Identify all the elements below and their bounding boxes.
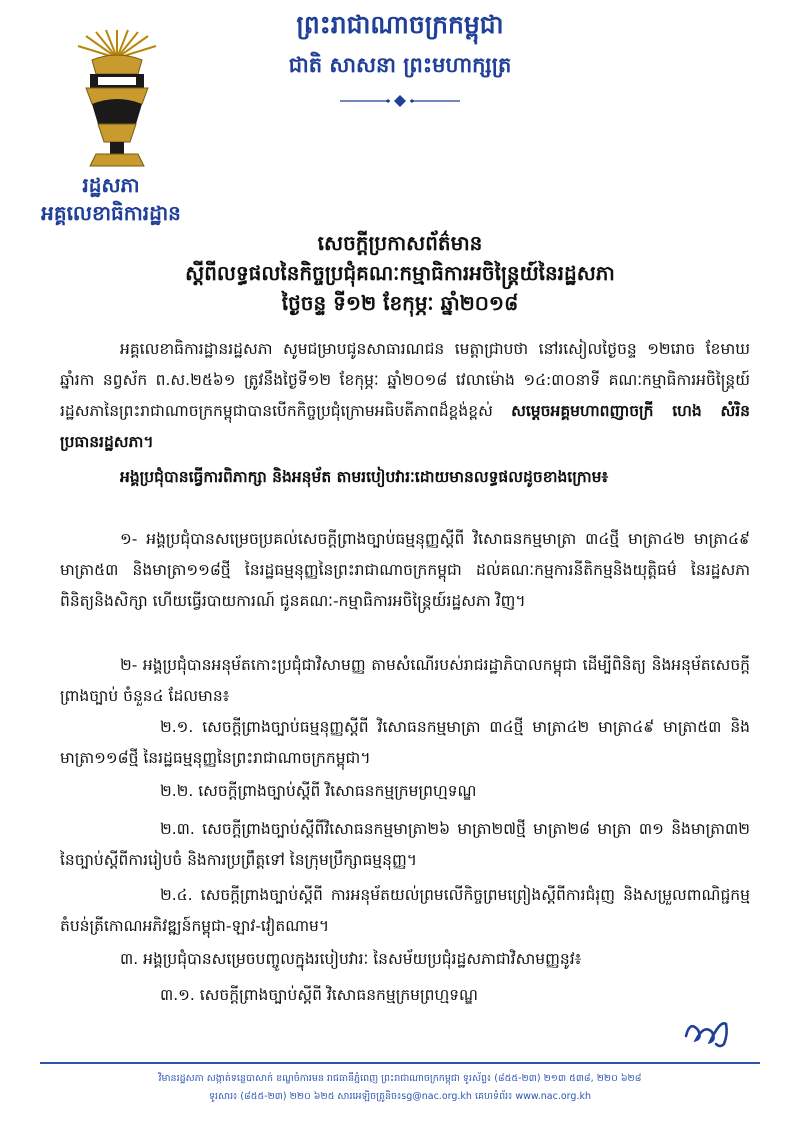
item-2-1: ២.១. សេចក្ដីព្រាងច្បាប់ធម្មនុញ្ញស្ដីពី វិសោធនកម្មមាត្រា ៣៤ថ្មី មាត្រា៤២ មាត្រា៤៩ មាត្រា៥៣ និងមាត្រា១១៨ថ្មី នៃរដ្ឋធម្មនុញ្ញនៃព្រះរាជាណាចក្រកម្ពុជា។ — [60, 718, 750, 767]
org-name: រដ្ឋសភា — [82, 173, 140, 197]
intro-paragraph — [60, 334, 750, 458]
item-2: ២- អង្គប្រជុំបានអនុម័តកោះប្រជុំជាវិសាមញ្ញ តាមសំណើរបស់រាជរដ្ឋាភិបាលកម្ពុជា ដើម្បីពិនិត្យ និងអនុម័តសេចក្ដីព្រាងច្បាប់ ចំនួន៤ ដែលមាន៖ — [60, 656, 750, 705]
item-2-3: ២.៣. សេចក្ដីព្រាងច្បាប់ស្ដីពីវិសោធនកម្មមាត្រា២៦ មាត្រា២៧ថ្មី មាត្រា២៨ មាត្រា ៣១ និងមាត្រា៣២ នៃច្បាប់ស្ដីពីការរៀបចំ និងការប្រព្រឹត្តទៅ នៃក្រុមប្រឹក្សាធម្មនុញ្ញ។ — [60, 820, 750, 869]
divider-ornament-icon — [336, 93, 464, 109]
intro-bold-text: សម្ដេចអគ្គមហាពញាចក្រី ហេង សំរិន ប្រធានរដ្ឋសភា។ — [60, 402, 751, 451]
lead-paragraph: អង្គប្រជុំបានធ្វើការពិភាក្សា និងអនុម័ត តាមរបៀបវារៈដោយមានលទ្ធផលដូចខាងក្រោម៖ — [120, 468, 609, 486]
document-subtitle: ស្ដីពីលទ្ធផលនៃកិច្ចប្រជុំគណៈកម្មាធិការអចិន្ត្រៃយ៍នៃរដ្ឋសភា — [185, 261, 615, 285]
item-1: ១- អង្គប្រជុំបានសម្រេចប្រគល់សេចក្ដីព្រាងច្បាប់ធម្មនុញ្ញស្ដីពី វិសោធនកម្មមាត្រា ៣៤ថ្មី មាត្រា៤២ មាត្រា៤៩ មាត្រា៥៣ និងមាត្រា១១៨ថ្មី នៃរដ្ឋធម្មនុញ្ញនៃព្រះរាជាណាចក្រកម្ពុជា ដល់គណៈកម្មការនីតិកម្មនិងយុត្តិធម៌ នៃរដ្ឋសភា ពិនិត្យនិងសិក្សា ហើយធ្វើរបាយការណ៍ ជូនគណៈ-កម្មាធិការអចិន្ត្រៃយ៍រដ្ឋសភា វិញ។ — [60, 530, 750, 610]
signature-icon — [680, 1010, 736, 1050]
item-3: ៣. អង្គប្រជុំបានសម្រេចបញ្ចូលក្នុងរបៀបវារៈ នៃសម័យប្រជុំរដ្ឋសភាជាវិសាមញ្ញនូវ៖ — [120, 950, 582, 968]
item-2-4: ២.៤. សេចក្ដីព្រាងច្បាប់ស្ដីពី ការអនុម័តយល់ព្រមលើកិច្ចព្រមព្រៀងស្ដីពីការជំរុញ និងសម្រួលពាណិជ្ជកម្មតំបន់ត្រីកោណអភិវឌ្ឍន៍កម្ពុជា-ឡាវ-វៀតណាម។ — [60, 886, 750, 935]
document-title: សេចក្ដីប្រកាសព័ត៌មាន — [317, 231, 483, 255]
item-3-1: ៣.១. សេចក្ដីព្រាងច្បាប់ស្ដីពី វិសោធនកម្មក្រមព្រហ្មទណ្ឌ — [160, 986, 478, 1004]
motto-heading: ជាតិ សាសនា ព្រះមហាក្សត្រ — [288, 53, 512, 77]
footer-address: វិមានរដ្ឋសភា សង្កាត់ទន្លេបាសាក់ ខណ្ឌចំការមន រាជធានីភ្នំពេញ ព្រះរាជាណាចក្រកម្ពុជា ទូរស័ព្ទ៖ (៨៥៥-២៣) ២១៣ ៥៣៨, ២២០ ៦២៨ — [158, 1073, 642, 1084]
item-2-2: ២.២. សេចក្ដីព្រាងច្បាប់ស្ដីពី វិសោធនកម្មក្រមព្រហ្មទណ្ឌ — [160, 782, 477, 800]
intro-text: អគ្គលេខាធិការដ្ឋានរដ្ឋសភា សូមជម្រាបជូនសាធារណជន មេត្តាជ្រាបថា នៅរសៀលថ្ងៃចន្ទ ១២រោច ខែមាឃ ឆ្នាំរកា នព្វស័ក ព.ស.២៥៦១ ត្រូវនឹងថ្ងៃទី១២ ខែកុម្ភៈ ឆ្នាំ២០១៨ វេលាម៉ោង ១៤:៣០នាទី គណៈកម្មាធិការអចិន្ត្រៃយ៍រដ្ឋសភានៃព្រះរាជាណាចក្រកម្ពុជាបានបើកកិច្ចប្រជុំក្រោមអធិបតីភាពដ៏ខ្ពង់ខ្ពស់ — [60, 340, 750, 420]
parliament-emblem-icon — [72, 28, 162, 170]
org-department: អគ្គលេខាធិការដ្ឋាន — [41, 201, 181, 225]
document-date: ថ្ងៃចន្ទ ទី១២ ខែកុម្ភៈ ឆ្នាំ២០១៨ — [281, 291, 519, 315]
footer-contact: ទូរសារ៖ (៨៥៥-២៣) ២២០ ៦២៥ សារអេឡិចត្រូនិច៖sg@nac.org.kh គេហទំព័រ៖ www.nac.org.kh — [208, 1091, 591, 1102]
footer-divider — [40, 1062, 760, 1064]
kingdom-heading: ព្រះរាជាណាចក្រកម្ពុជា — [296, 10, 504, 39]
